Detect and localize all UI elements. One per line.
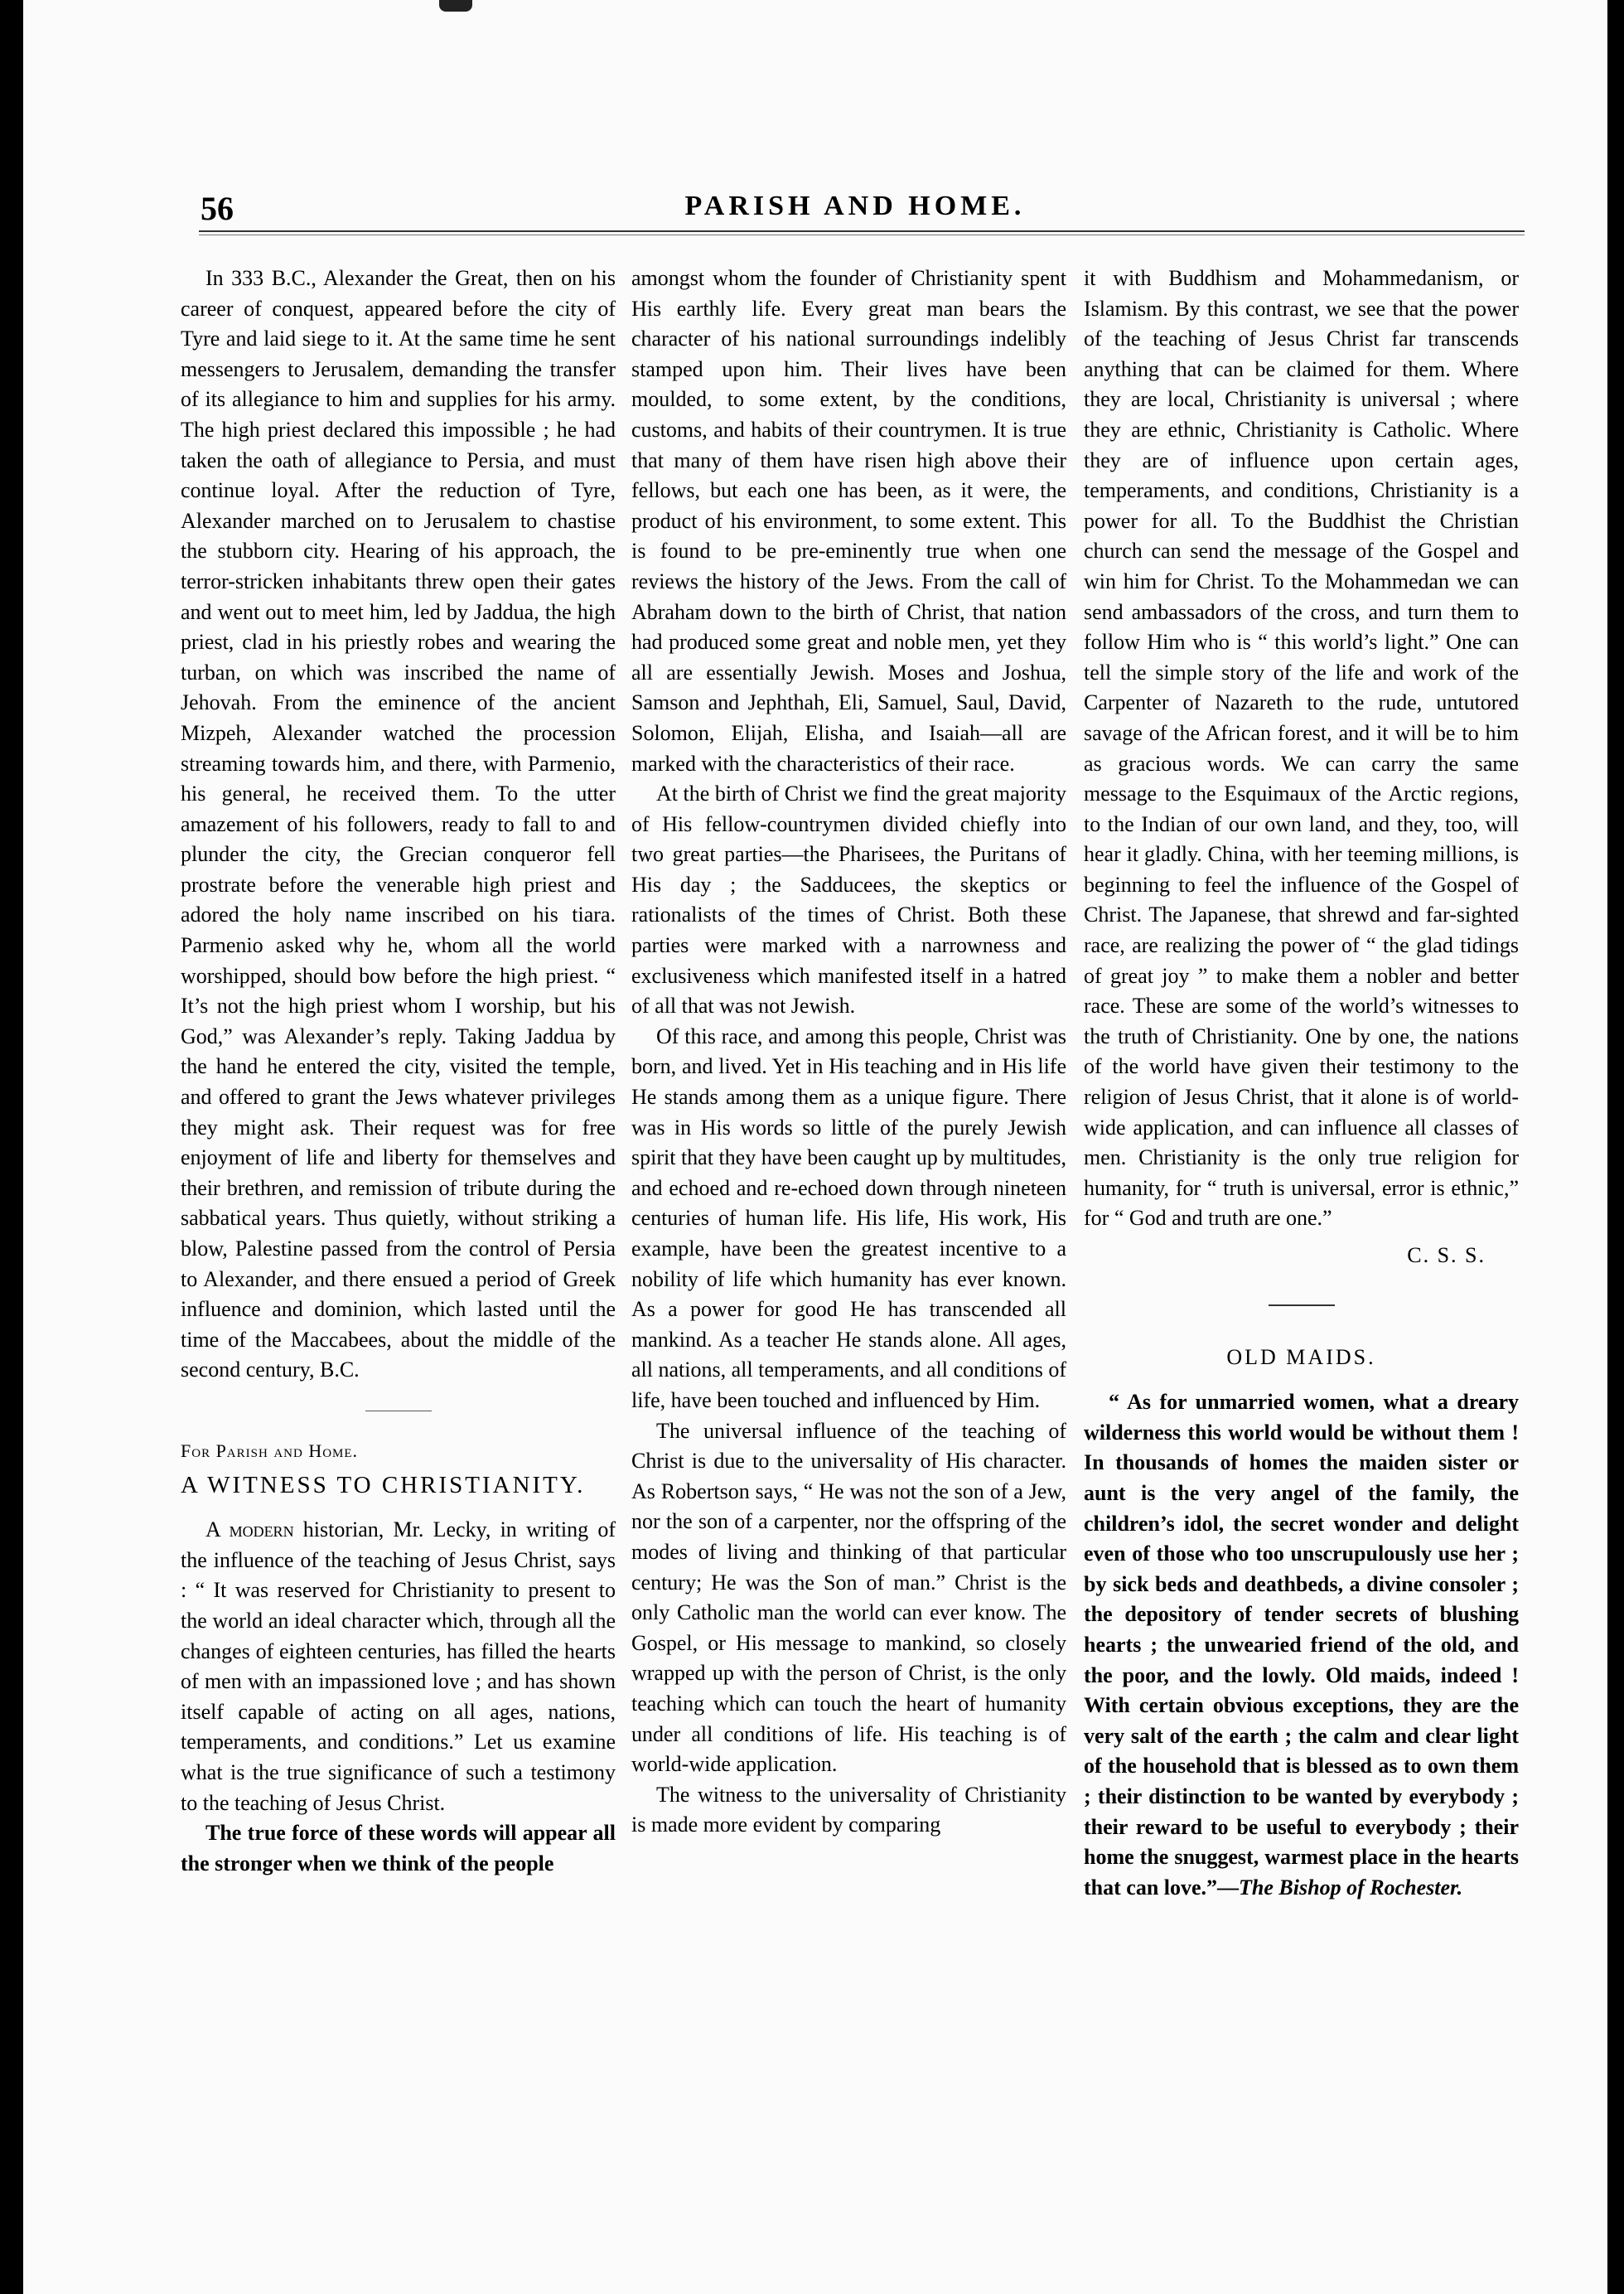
paragraph: In 333 B.C., Alexander the Great, then on his career of conquest, appeared before the city of Tyre and laid siege to it. At the same time he sent messengers to Jerusalem, demanding the transfer of its allegiance to him and supplies for his army. The high priest declared this impossible ; he had taken the oath of allegiance to Persia, and must continue loyal. After the reduction of Tyre, Alexander marched on to Jerusalem to chastise the stubborn city. Hearing of his approach, the terror-stricken inhabitants threw open their gates and went out to meet him, led by Jaddua, the high priest, clad in his priestly robes and wearing the turban, on which was inscribed the name of Jehovah. From the eminence of the ancient Mizpeh, Alexander watched the procession streaming towards him, and there, with Parmenio, his general, he received them. To the utter amazement of his followers, ready to fall to and plunder the city, the Grecian conqueror fell prostrate before the venerable high priest and adored the holy name inscribed on his tiara. Parmenio asked why he, whom all the world worshipped, should bow before the high priest. “ It’s not the high priest whom I worship, but his God,” was Alexander’s reply. Taking Jaddua by the hand he entered the city, visited the temple, and offered to grant the Jews whatever privileges they might ask. Their request was for free enjoyment of life and liberty for themselves and their brethren, and remission of tribute during the sabbatical years. Thus quietly, without striking a blow, Palestine passed from the control of Persia to Alexander, and there ensued a period of Greek influence and dominion, which lasted until the time of the Maccabees, about the middle of the second century, B.C. — [181, 266, 616, 1382]
running-title: PARISH AND HOME. — [684, 191, 1026, 221]
attribution: The Bishop of Rochester. — [1239, 1875, 1463, 1900]
paragraph: it with Buddhism and Mohammedanism, or Islamism. By this contrast, we see that the power of the teaching of Jesus Christ far transcends anything that can be claimed for them. Where they are local, Christianity is universal ; where they are ethnic, Christianity is Catholic. Where they are of influence upon certain ages, temperaments, and conditions, Christianity is a power for all. To the Buddhist the Christian church can send the message of the Gospel and win him for Christ. To the Mohammedan we can send ambassadors of the cross, and turn them to follow Him who is “ this world’s light.” One can tell the simple story of the life and work of the Carpenter of Nazareth to the rude, untutored savage of the African forest, and it will be to him as gracious words. We can carry the same message to the Esquimaux of the Arctic regions, to the Indian of our own land, and they, too, will hear it gladly. China, with her teeming millions, is beginning to feel the influence of the Gospel of Christ. The Japanese, that shrewd and far-sighted race, are realizing the power of “ the glad tidings of great joy ” to make them a nobler and better race. These are some of the world’s witnesses to the truth of Christianity. One by one, the nations of the world have given their testimony to the religion of Jesus Christ, that it alone is of world-wide application, and can influence all classes of men. Christianity is the only true religion for humanity, for “ truth is universal, error is ethnic,” for “ God and truth are one.” — [1084, 266, 1519, 1231]
paragraph-text: “ As for unmarried women, what a dreary wilderness this world would be without them ! In thousands of homes the maiden sister or aunt is the very angel of the family, the children’s idol, the secret wonder and delight even of those who too unscrupulously use her ; by sick beds and deathbeds, a divine consoler ; the depository of tender secrets of blushing hearts ; the unwearied friend of the old, and the poor, and the lowly. Old maids, indeed ! With certain obvious exceptions, they are the very salt of the earth ; the calm and clear light of the household that is blessed as to own them ; their distinction to be wanted by everybody ; their reward to be useful to everybody ; their home the snuggest, warmest place in the hearts that can love.”— — [1084, 1390, 1519, 1900]
paragraph: The witness to the universality of Christianity is made more evident by comparing — [631, 1782, 1066, 1837]
paragraph — [1084, 1387, 1519, 1903]
article-title: OLD MAIDS. — [1226, 1344, 1376, 1369]
scan-border-left — [0, 0, 23, 2294]
lead-in: A modern — [205, 1517, 294, 1542]
page-number: 56 — [201, 190, 234, 227]
scan-border-right — [1607, 0, 1624, 2294]
section-divider — [1269, 1304, 1335, 1306]
article-title: A WITNESS TO CHRISTIANITY. — [181, 1471, 586, 1498]
for-line: For Parish and Home. — [181, 1440, 359, 1461]
column-2 — [631, 264, 1066, 1841]
paragraph — [181, 1515, 616, 1818]
column-3 — [1084, 264, 1519, 1903]
paragraph: At the birth of Christ we find the great majority of His fellow-countrymen divided chiefly into two great parties—the Pharisees, the Puritans of His day ; the Sadducees, the skeptics or rationalists of the times of Christ. Both these parties were marked with a narrowness and exclusiveness which manifested itself in a hatred of all that was not Jewish. — [631, 782, 1066, 1019]
column-1 — [181, 264, 616, 1879]
header-rule — [199, 230, 1525, 232]
signature: C. S. S. — [1407, 1243, 1486, 1267]
paragraph: amongst whom the founder of Christianity spent His earthly life. Every great man bears the character of his national surroundings indelibly stamped upon him. Their lives have been moulded, to some extent, by the conditions, customs, and habits of their countrymen. It is true that many of them have risen high above their fellows, but each one has been, as it were, the product of his environment, to some extent. This is found to be pre-eminently true when one reviews the history of the Jews. From the call of Abraham down to the birth of Christ, that nation had produced some great and noble men, yet they all are essentially Jewish. Moses and Joshua, Samson and Jephthah, Eli, Samuel, Saul, David, Solomon, Elijah, Elisha, and Isaiah—all are marked with the characteristics of their race. — [631, 266, 1066, 776]
paragraph-text: historian, Mr. Lecky, in writing of the influence of the teaching of Jesus Christ, says : “ It was reserved for Christianity to present to the world an ideal character which, through all the changes of eighteen centuries, has filled the hearts of men with an impassioned love ; and has shown itself capable of acting on all ages, nations, temperaments, and conditions.” Let us examine what is the true significance of such a testimony to the teaching of Jesus Christ. — [181, 1517, 616, 1815]
paragraph: The true force of these words will appear all the stronger when we think of the people — [181, 1821, 616, 1875]
scan-artifact — [439, 0, 472, 12]
paragraph: Of this race, and among this people, Christ was born, and lived. Yet in His teaching and in His life He stands among them as a unique figure. There was in His words so little of the purely Jewish spirit that they have been caught up by multitudes, and echoed and re-echoed down through nineteen centuries of human life. His life, His work, His example, have been the greatest incentive to a nobility of life which humanity has ever known. As a power for good He has transcended all mankind. As a teacher He stands alone. All ages, all nations, all temperaments, and all conditions of life, have been touched and influenced by Him. — [631, 1024, 1066, 1412]
page-header — [184, 189, 1526, 227]
paragraph: The universal influence of the teaching of Christ is due to the universality of His character. As Robertson says, “ He was not the son of a Jew, nor the son of a carpenter, nor the offspring of the modes of living and thinking of that particular century; He was the Son of man.” Christ is the only Catholic man the world can ever know. The Gospel, or His message to mankind, so closely wrapped up with the person of Christ, is the only teaching which can touch the heart of humanity under all conditions of life. His teaching is of world-wide application. — [631, 1418, 1066, 1777]
